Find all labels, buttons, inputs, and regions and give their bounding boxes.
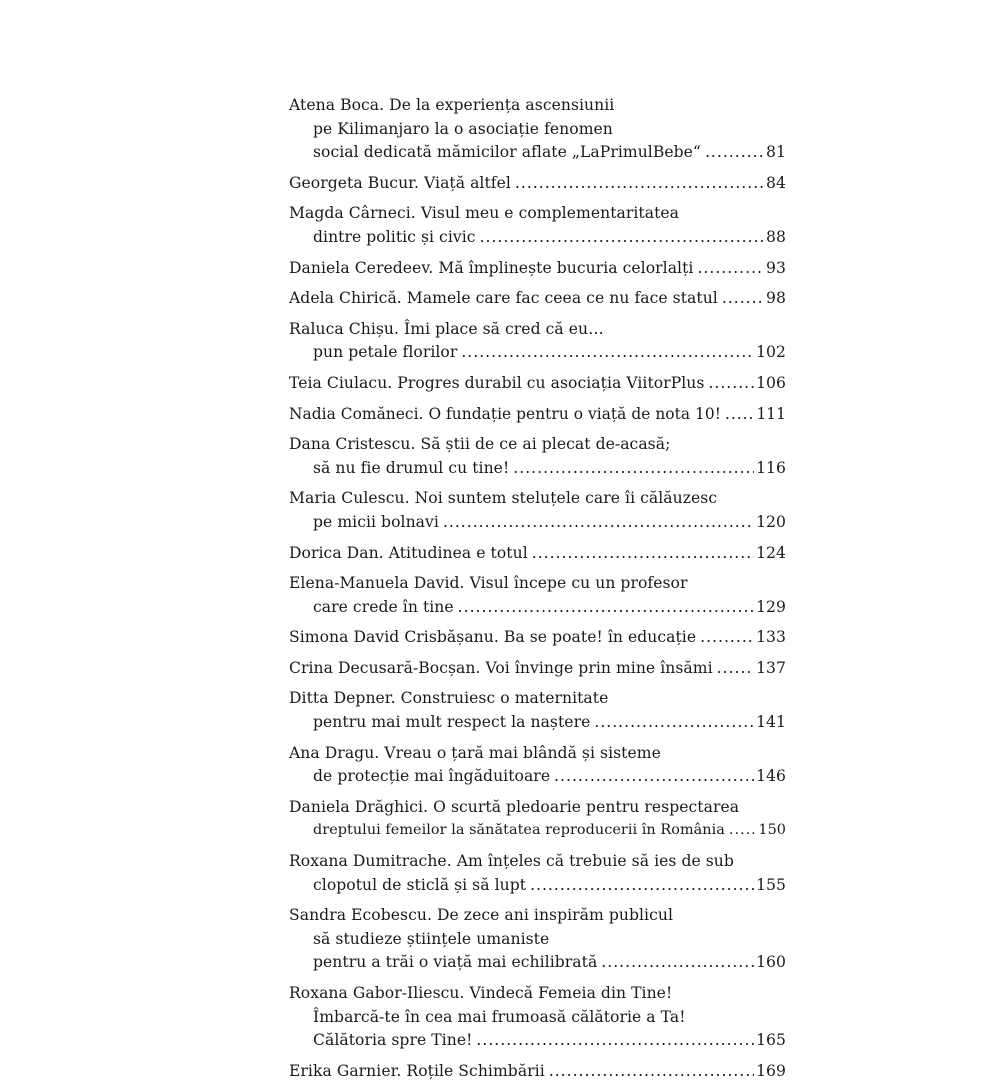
toc-entry-text: să nu fie drumul cu tine! <box>313 458 510 477</box>
toc-entry-line <box>289 172 786 196</box>
toc-entry-line <box>289 1060 786 1084</box>
dot-leader <box>697 257 764 281</box>
toc-entry-text: de protecție mai îngăduitoare <box>313 767 551 786</box>
toc-entry-line <box>289 928 786 952</box>
toc-entry <box>289 626 786 650</box>
toc-entry <box>289 982 786 1053</box>
dot-leader <box>530 874 754 898</box>
toc-entry-text: Îmbarcă-te în cea mai frumoasă călătorie a Ta! <box>313 1007 686 1026</box>
toc-entry <box>289 202 786 249</box>
page-number: 137 <box>756 658 786 677</box>
toc-entry-line <box>289 596 786 620</box>
toc-entry-text: Maria Culescu. Noi suntem steluțele care îi călăuzesc <box>289 489 718 508</box>
toc-entry-line <box>289 796 786 820</box>
toc-entry-text: Sandra Ecobescu. De zece ani inspirăm publicul <box>289 906 673 925</box>
dot-leader <box>458 596 754 620</box>
toc-entry-line <box>289 850 786 874</box>
dot-leader <box>513 457 754 481</box>
page-number: 98 <box>766 289 786 308</box>
dot-leader <box>722 287 764 311</box>
toc-entry-line <box>289 118 786 142</box>
toc-entry-line <box>289 287 786 311</box>
toc-entry-line <box>289 1029 786 1053</box>
page-number: 146 <box>756 767 786 786</box>
toc-entry-line <box>289 951 786 975</box>
dot-leader <box>532 542 754 566</box>
page-number: 88 <box>766 227 786 246</box>
toc-entry <box>289 687 786 734</box>
dot-leader <box>461 341 754 365</box>
toc-entry-text: Ditta Depner. Construiesc o maternitate <box>289 689 609 708</box>
toc-entry-line <box>289 572 786 596</box>
toc-entry <box>289 372 786 396</box>
toc-entry-line <box>289 341 786 365</box>
toc-entry <box>289 542 786 566</box>
toc-entry-text: pe micii bolnavi <box>313 512 439 531</box>
toc-entry-line <box>289 433 786 457</box>
dot-leader <box>554 765 754 789</box>
toc-entry-line <box>289 141 786 165</box>
toc-entry-text: Adela Chirică. Mamele care fac ceea ce nu face statul <box>289 289 718 308</box>
toc-entry-text: pun petale florilor <box>313 343 458 362</box>
page-number: 111 <box>756 404 786 423</box>
toc-entry-line <box>289 819 786 843</box>
toc-entry-line <box>289 982 786 1006</box>
toc-entry-line <box>289 511 786 535</box>
toc-entry-line <box>289 542 786 566</box>
toc-entry-text: clopotul de sticlă și să lupt <box>313 875 527 894</box>
toc-entry-line <box>289 904 786 928</box>
toc-entry <box>289 796 786 843</box>
dot-leader <box>705 141 764 165</box>
toc-entry <box>289 850 786 897</box>
toc-entry-text: Magda Cârneci. Visul meu e complementaritatea <box>289 204 680 223</box>
dot-leader <box>594 711 754 735</box>
page-number: 120 <box>756 512 786 531</box>
dot-leader <box>443 511 754 535</box>
toc-entry-text: Raluca Chișu. Îmi place să cred că eu… <box>289 319 604 338</box>
toc-entry <box>289 904 786 975</box>
toc-entry-text: Georgeta Bucur. Viață altfel <box>289 173 511 192</box>
toc-entry-line <box>289 626 786 650</box>
toc-entry-line <box>289 94 786 118</box>
dot-leader <box>700 626 754 650</box>
dot-leader <box>729 819 757 843</box>
toc-entry <box>289 1060 786 1084</box>
toc-entry <box>289 433 786 480</box>
toc-entry-line <box>289 318 786 342</box>
toc-entry-text: Elena-Manuela David. Visul începe cu un profesor <box>289 574 688 593</box>
toc-entry-text: Ana Dragu. Vreau o țară mai blândă și sisteme <box>289 743 661 762</box>
toc-entry <box>289 657 786 681</box>
page-number: 81 <box>766 143 786 162</box>
toc-entry-line <box>289 257 786 281</box>
toc-entry-text: pentru a trăi o viață mai echilibrată <box>313 953 598 972</box>
page-number: 155 <box>756 875 786 894</box>
toc-entry-line <box>289 226 786 250</box>
toc-entry-text: să studieze științele umaniste <box>313 929 550 948</box>
toc-entry-line <box>289 1006 786 1030</box>
toc-entry <box>289 172 786 196</box>
page-number: 160 <box>756 953 786 972</box>
dot-leader <box>601 951 754 975</box>
page-number: 150 <box>758 822 786 839</box>
toc-entry-line <box>289 742 786 766</box>
toc-entry-line <box>289 372 786 396</box>
page-number: 102 <box>756 343 786 362</box>
dot-leader <box>725 403 755 427</box>
toc-entry-text: pe Kilimanjaro la o asociație fenomen <box>313 119 613 138</box>
toc-entry-text: Teia Ciulacu. Progres durabil cu asociația ViitorPlus <box>289 373 705 392</box>
page-number: 165 <box>756 1031 786 1050</box>
toc-entry-line <box>289 657 786 681</box>
dot-leader <box>708 372 754 396</box>
toc-entry <box>289 487 786 534</box>
dot-leader <box>515 172 764 196</box>
toc-entry <box>289 403 786 427</box>
dot-leader <box>549 1060 754 1084</box>
table-of-contents <box>289 94 786 1090</box>
toc-entry <box>289 572 786 619</box>
toc-entry-line <box>289 487 786 511</box>
page-number: 169 <box>756 1061 786 1080</box>
toc-entry <box>289 257 786 281</box>
toc-entry-text: dintre politic și civic <box>313 227 476 246</box>
toc-entry-text: Daniela Ceredeev. Mă împlinește bucuria celorlalți <box>289 258 694 277</box>
toc-entry-line <box>289 202 786 226</box>
page-number: 133 <box>756 628 786 647</box>
toc-entry-text: Nadia Comăneci. O fundație pentru o viață de nota 10! <box>289 404 721 423</box>
toc-entry-text: Dorica Dan. Atitudinea e totul <box>289 543 528 562</box>
toc-entry-line <box>289 711 786 735</box>
toc-entry <box>289 94 786 165</box>
toc-entry-line <box>289 403 786 427</box>
toc-entry-text: dreptului femeilor la sănătatea reproducerii în România <box>313 822 725 839</box>
dot-leader <box>480 226 764 250</box>
toc-entry-line <box>289 687 786 711</box>
dot-leader <box>717 657 754 681</box>
toc-entry <box>289 318 786 365</box>
page-number: 129 <box>756 597 786 616</box>
toc-entry-text: Roxana Dumitrache. Am înțeles că trebuie să ies de sub <box>289 852 734 871</box>
toc-entry <box>289 287 786 311</box>
page-number: 141 <box>756 713 786 732</box>
page-number: 106 <box>756 373 786 392</box>
toc-entry-text: Daniela Drăghici. O scurtă pledoarie pentru respectarea <box>289 797 740 816</box>
toc-entry-text: Atena Boca. De la experiența ascensiunii <box>289 96 615 114</box>
toc-entry-text: Erika Garnier. Roțile Schimbării <box>289 1061 545 1080</box>
toc-entry-text: Crina Decusară-Bocșan. Voi învinge prin mine însămi <box>289 658 713 677</box>
toc-entry-line <box>289 765 786 789</box>
toc-entry-line <box>289 457 786 481</box>
dot-leader <box>476 1029 754 1053</box>
toc-entry-text: pentru mai mult respect la naștere <box>313 713 591 732</box>
page-number: 84 <box>766 173 786 192</box>
page-number: 124 <box>756 543 786 562</box>
toc-entry-line <box>289 874 786 898</box>
toc-entry-text: Roxana Gabor-Iliescu. Vindecă Femeia din Tine! <box>289 984 673 1002</box>
toc-entry-text: Călătoria spre Tine! <box>313 1031 473 1050</box>
toc-entry-text: Dana Cristescu. Să știi de ce ai plecat de-acasă; <box>289 435 671 454</box>
toc-entry <box>289 742 786 789</box>
toc-entry-text: Simona David Crisbășanu. Ba se poate! în educație <box>289 628 697 647</box>
page-number: 93 <box>766 258 786 277</box>
toc-entry-text: care crede în tine <box>313 597 454 616</box>
toc-entry-text: social dedicată mămicilor aflate „LaPrimulBebe“ <box>313 143 701 162</box>
page-number: 116 <box>756 458 786 477</box>
